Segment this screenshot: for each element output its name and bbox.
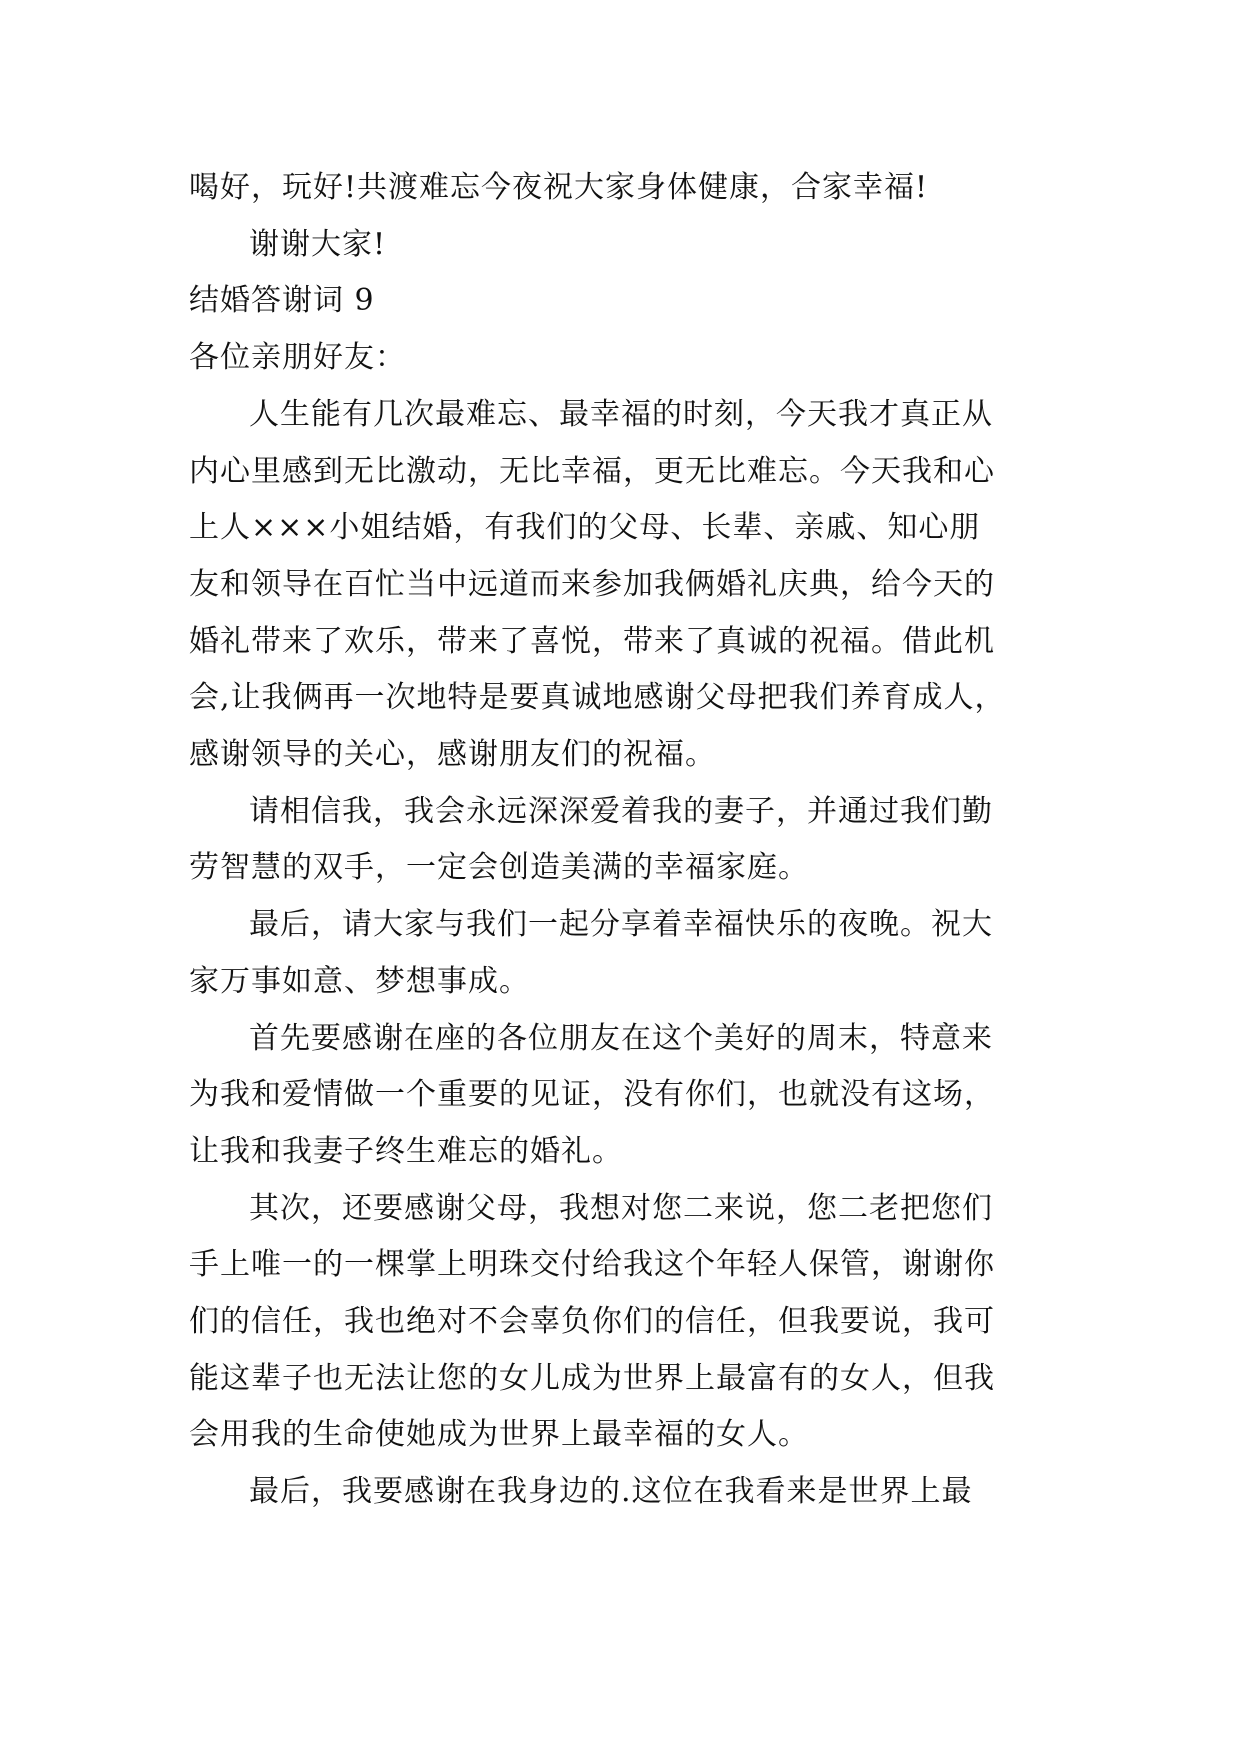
text-line: 家万事如意、梦想事成。 [189,963,530,999]
text-line: 友和领导在百忙当中远道而来参加我俩婚礼庆典，给今天的 [189,566,995,602]
paragraph-body-3 [189,897,1059,1010]
text-line: 最后，请大家与我们一起分享着幸福快乐的夜晚。祝大 [249,907,993,943]
text-line: 人生能有几次最难忘、最幸福的时刻，今天我才真正从 [249,396,993,432]
paragraph-body-2 [189,784,1059,897]
text-line: 上人×××小姐结婚，有我们的父母、长辈、亲戚、知心朋 [189,510,981,546]
text-line: 首先要感谢在座的各位朋友在这个美好的周末，特意来 [249,1020,993,1056]
paragraph-thanks [189,217,1059,274]
paragraph-body-1 [189,387,1059,784]
text-line: 感谢领导的关心，感谢朋友们的祝福。 [189,737,716,773]
paragraph-closing-wish [189,160,1059,217]
text-line: 内心里感到无比激动，无比幸福，更无比难忘。今天我和心 [189,453,995,489]
text-line: 让我和我妻子终生难忘的婚礼。 [189,1133,623,1169]
salutation [189,330,1059,387]
text-line: 能这辈子也无法让您的女儿成为世界上最富有的女人，但我 [189,1360,995,1396]
salutation-text: 各位亲朋好友： [189,340,406,376]
text-line: 劳智慧的双手，一定会创造美满的幸福家庭。 [189,850,809,886]
section-heading [189,273,1059,330]
text-line: 最后，我要感谢在我身边的.这位在我看来是世界上最 [249,1474,973,1510]
text-line: 谢谢大家! [249,226,387,262]
text-line: 会,让我俩再一次地特是要真诚地感谢父母把我们养育成人， [189,680,1006,716]
text-line: 们的信任，我也绝对不会辜负你们的信任，但我要说，我可 [189,1304,995,1340]
text-line: 请相信我，我会永远深深爱着我的妻子，并通过我们勤 [249,793,993,829]
text-line: 其次，还要感谢父母，我想对您二来说，您二老把您们 [249,1190,993,1226]
heading-text: 结婚答谢词 9 [189,283,375,319]
text-line: 会用我的生命使她成为世界上最幸福的女人。 [189,1417,809,1453]
document-body [189,160,1059,1521]
paragraph-body-4 [189,1011,1059,1181]
text-line: 喝好，玩好!共渡难忘今夜祝大家身体健康，合家幸福! [189,170,929,205]
text-line: 手上唯一的一棵掌上明珠交付给我这个年轻人保管，谢谢你 [189,1247,995,1283]
text-line: 婚礼带来了欢乐，带来了喜悦，带来了真诚的祝福。借此机 [189,623,995,659]
paragraph-body-6 [189,1464,1059,1521]
text-line: 为我和爱情做一个重要的见证，没有你们，也就没有这场， [189,1077,995,1113]
paragraph-body-5 [189,1181,1059,1465]
